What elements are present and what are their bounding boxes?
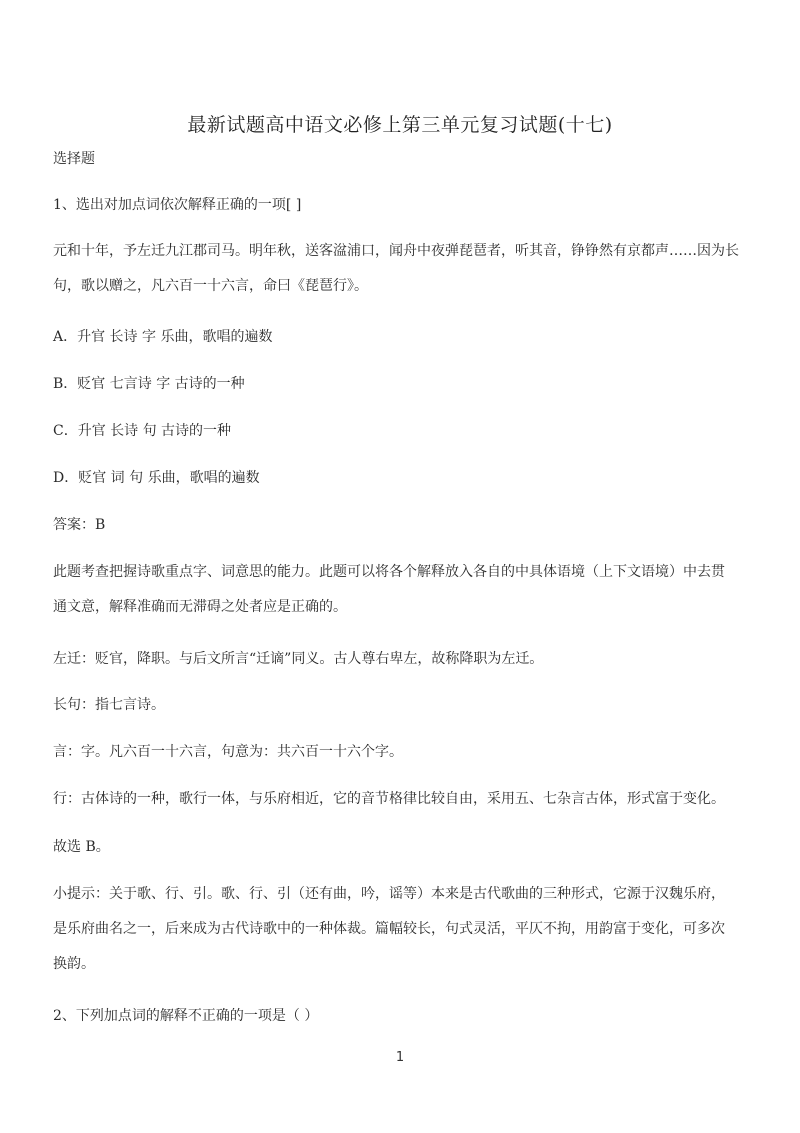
explanation-line: 故选 B。 [53, 839, 110, 855]
page-number: 1 [395, 1050, 405, 1065]
page-title: 最新试题高中语文必修上第三单元复习试题(十七) [187, 114, 613, 136]
option-b: B．贬官 七言诗 字 古诗的一种 [53, 376, 245, 392]
option-c: C．升官 长诗 句 古诗的一种 [53, 423, 232, 439]
question-1-stem: 1、选出对加点词依次解释正确的一项[ ] [53, 197, 302, 213]
section-heading: 选择题 [53, 151, 95, 167]
question-1-passage-line-1: 元和十年，予左迁九江郡司马。明年秋，送客湓浦口，闻舟中夜弹琵琶者，听其音，铮铮然有京都声……因为长 [53, 243, 739, 259]
answer-line: 答案：B [53, 517, 106, 533]
explanation-line: 通文意，解释准确而无滞碍之处者应是正确的。 [53, 599, 347, 615]
explanation-line: 行：古体诗的一种，歌行一体，与乐府相近，它的音节格律比较自由，采用五、七杂言古体，形式富于变化。 [53, 791, 725, 807]
explanation-line: 此题考查把握诗歌重点字、词意思的能力。此题可以将各个解释放入各自的中具体语境（上下文语境）中去贯 [53, 564, 725, 580]
tip-line: 是乐府曲名之一，后来成为古代诗歌中的一种体裁。篇幅较长，句式灵活，平仄不拘，用韵富于变化，可多次 [53, 921, 725, 937]
option-a: A．升官 长诗 字 乐曲，歌唱的遍数 [53, 329, 273, 345]
option-d: D．贬官 词 句 乐曲，歌唱的遍数 [53, 470, 260, 486]
explanation-line: 左迁：贬官，降职。与后文所言“迁谪”同义。古人尊右卑左，故称降职为左迁。 [53, 651, 544, 667]
question-2-stem: 2、下列加点词的解释不正确的一项是（ ） [53, 1008, 319, 1024]
tip-line: 小提示：关于歌、行、引。歌、行、引（还有曲，吟，谣等）本来是古代歌曲的三种形式，它源于汉魏乐府， [53, 886, 725, 902]
explanation-line: 长句：指七言诗。 [53, 697, 165, 713]
explanation-line: 言：字。凡六百一十六言，句意为：共六百一十六个字。 [53, 744, 403, 760]
question-1-passage-line-2: 句，歌以赠之，凡六百一十六言，命曰《琵琶行》。 [53, 278, 368, 294]
tip-line: 换韵。 [53, 956, 95, 972]
